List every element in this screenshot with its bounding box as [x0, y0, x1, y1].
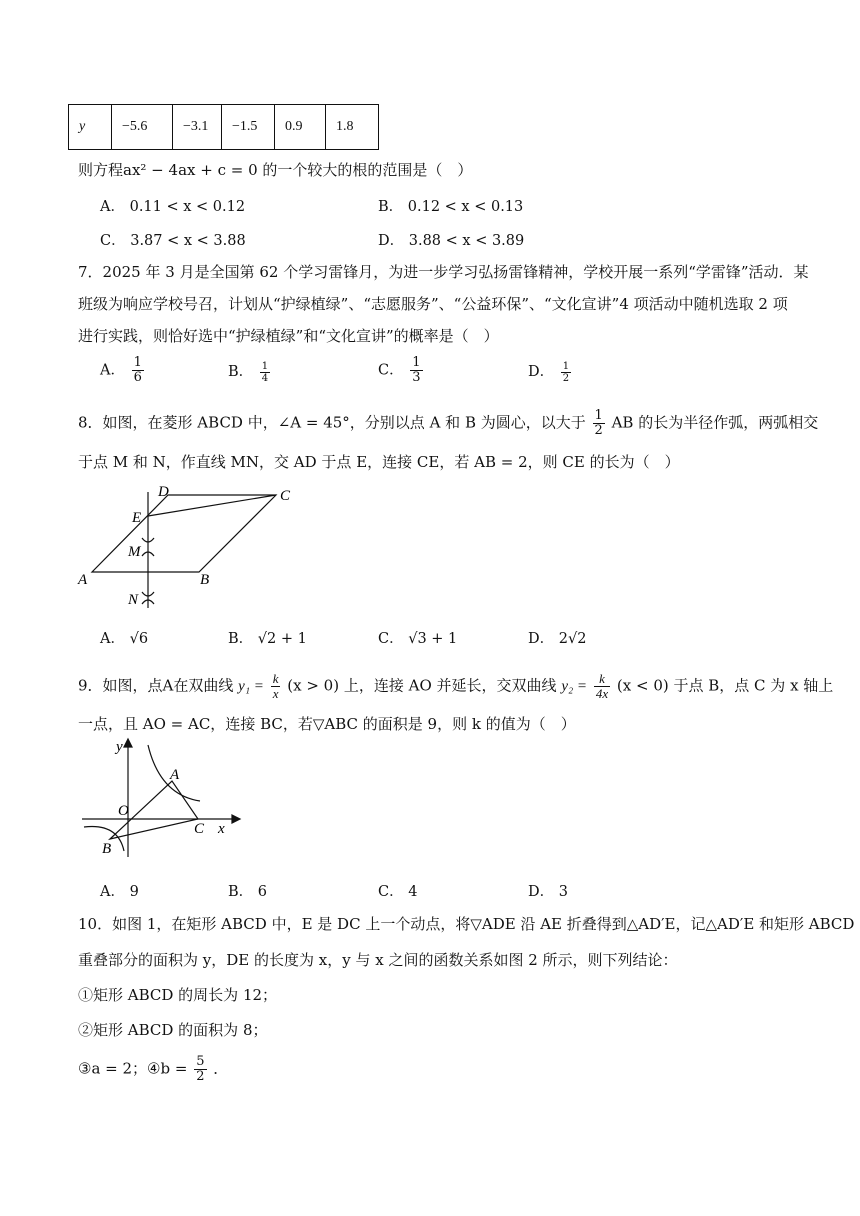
label-a: A — [170, 767, 180, 783]
option-letter: B． — [228, 631, 254, 647]
fraction-k-over-4x: $\frac{k}{4x}$ — [595, 671, 609, 701]
option-letter: D． — [528, 364, 555, 380]
table-cell: 1.8 — [326, 105, 379, 150]
option-letter: C． — [378, 884, 404, 900]
label-y: y — [116, 739, 123, 755]
option-letter: A． — [100, 631, 125, 647]
option-text: √3 + 1 — [408, 631, 458, 647]
option-letter: B． — [228, 364, 254, 380]
option-text: 4 — [408, 884, 418, 900]
option-text: 2√2 — [558, 631, 587, 647]
label-c: C — [194, 821, 205, 837]
q10-line-2: 重叠部分的面积为 y，DE 的长度为 x，y 与 x 之间的函数关系如图 2 所示，则下列结论： — [78, 951, 678, 969]
label-c: C — [280, 488, 291, 504]
fraction: $\frac{1}{4}$ — [261, 360, 269, 384]
q8-line-2: 于点 M 和 N，作直线 MN，交 AD 于点 E，连接 CE，若 AB = 2，则 CE 的长为（ ） — [78, 453, 680, 471]
fraction: $\frac{1}{3}$ — [412, 355, 421, 385]
q10-text: ③a = 2；④b = — [78, 1059, 188, 1078]
label-d: D — [158, 484, 169, 500]
q9-text: 上，连接 AO 并延长，交双曲线 — [343, 676, 557, 695]
fraction-half: $\frac{1}{2}$ — [594, 408, 603, 438]
q9-option-a[interactable] — [100, 880, 139, 901]
option-letter: D． — [528, 884, 555, 900]
q9-option-c[interactable] — [378, 880, 417, 901]
q9-y2: y₂ = — [561, 678, 588, 695]
label-a: A — [78, 572, 88, 588]
rhombus-figure — [70, 480, 310, 615]
q10-conclusion-3 — [78, 1055, 228, 1084]
fraction-b: $\frac{5}{2}$ — [196, 1054, 205, 1084]
label-m: M — [128, 544, 141, 560]
q9-text: 于点 B，点 C 为 x 轴上 — [673, 676, 834, 695]
option-letter: A． — [100, 362, 125, 379]
option-text: 3 — [558, 884, 568, 900]
table-cell: 0.9 — [275, 105, 326, 150]
q6-option-d[interactable] — [378, 229, 524, 250]
label-e: E — [132, 510, 142, 526]
fraction-k-over-x: $\frac{k}{x}$ — [272, 671, 279, 701]
option-letter: A． — [100, 199, 125, 215]
table-cell: −3.1 — [173, 105, 222, 150]
q9-option-d[interactable] — [528, 880, 568, 901]
q10-text: ． — [213, 1059, 229, 1078]
option-text: 0.11 < x < 0.12 — [129, 199, 246, 215]
q7-option-a[interactable] — [100, 356, 146, 385]
label-b: B — [102, 841, 112, 857]
option-text: 6 — [257, 884, 267, 900]
q8-text: 8．如图，在菱形 ABCD 中，∠A = 45°，分别以点 A 和 B 为圆心，以大于 — [78, 413, 586, 432]
q7-option-c[interactable] — [378, 356, 425, 385]
q10-line-1: 10．如图 1，在矩形 ABCD 中，E 是 DC 上一个动点，将▽ADE 沿 AE 折叠得到△AD′E，记△AD′E 和矩形 ABCD — [78, 915, 855, 933]
option-letter: C． — [378, 631, 404, 647]
option-text: 3.87 < x < 3.88 — [130, 233, 246, 249]
q8-line-1 — [78, 409, 818, 438]
hyperbola-figure — [72, 735, 242, 860]
table-cell: −1.5 — [222, 105, 275, 150]
option-letter: A． — [100, 884, 125, 900]
q10-conclusion-2: ②矩形 ABCD 的面积为 8； — [78, 1021, 268, 1039]
q9-text: 9．如图，点A在双曲线 — [78, 676, 234, 695]
q7-line-3: 进行实践，则恰好选中“护绿植绿”和“文化宣讲”的概率是（ ） — [78, 327, 499, 345]
q7-option-b[interactable] — [228, 360, 272, 384]
q9-option-b[interactable] — [228, 880, 267, 901]
label-b: B — [200, 572, 210, 588]
option-letter: B． — [228, 884, 254, 900]
label-x: x — [218, 821, 225, 837]
value-table — [68, 104, 379, 150]
option-text: 9 — [129, 884, 139, 900]
option-letter: C． — [378, 362, 404, 379]
q8-option-a[interactable] — [100, 627, 148, 648]
q9-line-1 — [78, 672, 833, 701]
option-letter: D． — [378, 233, 405, 249]
q8-option-d[interactable] — [528, 627, 586, 648]
q6-option-a[interactable] — [100, 195, 245, 216]
option-text: √2 + 1 — [257, 631, 307, 647]
q9-cond1: (x > 0) — [287, 676, 340, 695]
option-text: 0.12 < x < 0.13 — [407, 199, 524, 215]
fraction: $\frac{1}{6}$ — [133, 355, 142, 385]
q8-option-c[interactable] — [378, 627, 457, 648]
q6-option-b[interactable] — [378, 195, 523, 216]
table-row — [69, 105, 379, 150]
q8-option-b[interactable] — [228, 627, 307, 648]
fraction: $\frac{1}{2}$ — [562, 360, 570, 384]
option-text: 3.88 < x < 3.89 — [408, 233, 525, 249]
q6-stem: 则方程ax² − 4ax + c = 0 的一个较大的根的范围是（ ） — [78, 161, 473, 179]
table-header-cell: y — [69, 105, 112, 150]
y-axis-arrow-icon — [124, 739, 132, 747]
rhombus-shape — [92, 495, 276, 572]
q9-cond2: (x < 0) — [616, 676, 669, 695]
q9-y1: y₁ = — [238, 678, 264, 695]
q9-line-2: 一点，且 AO = AC，连接 BC，若▽ABC 的面积是 9，则 k 的值为（ ） — [78, 715, 576, 733]
q7-line-2: 班级为响应学校号召，计划从“护绿植绿”、“志愿服务”、“公益环保”、“文化宣讲”4 项活动中随机选取 2 项 — [78, 295, 788, 313]
option-text: √6 — [129, 631, 149, 647]
label-o: O — [118, 803, 129, 819]
option-letter: B． — [378, 199, 404, 215]
option-letter: D． — [528, 631, 555, 647]
q7-line-1: 7．2025 年 3 月是全国第 62 个学习雷锋月，为进一步学习弘扬雷锋精神，学校开展一系列“学雷锋”活动．某 — [78, 263, 809, 281]
q8-text: AB 的长为半径作弧，两弧相交 — [611, 413, 819, 432]
label-n: N — [128, 592, 139, 608]
option-letter: C． — [100, 233, 126, 249]
q7-option-d[interactable] — [528, 360, 573, 384]
q6-option-c[interactable] — [100, 229, 246, 250]
q10-conclusion-1: ①矩形 ABCD 的周长为 12； — [78, 986, 278, 1004]
x-axis-arrow-icon — [232, 815, 240, 823]
table-cell: −5.6 — [112, 105, 173, 150]
